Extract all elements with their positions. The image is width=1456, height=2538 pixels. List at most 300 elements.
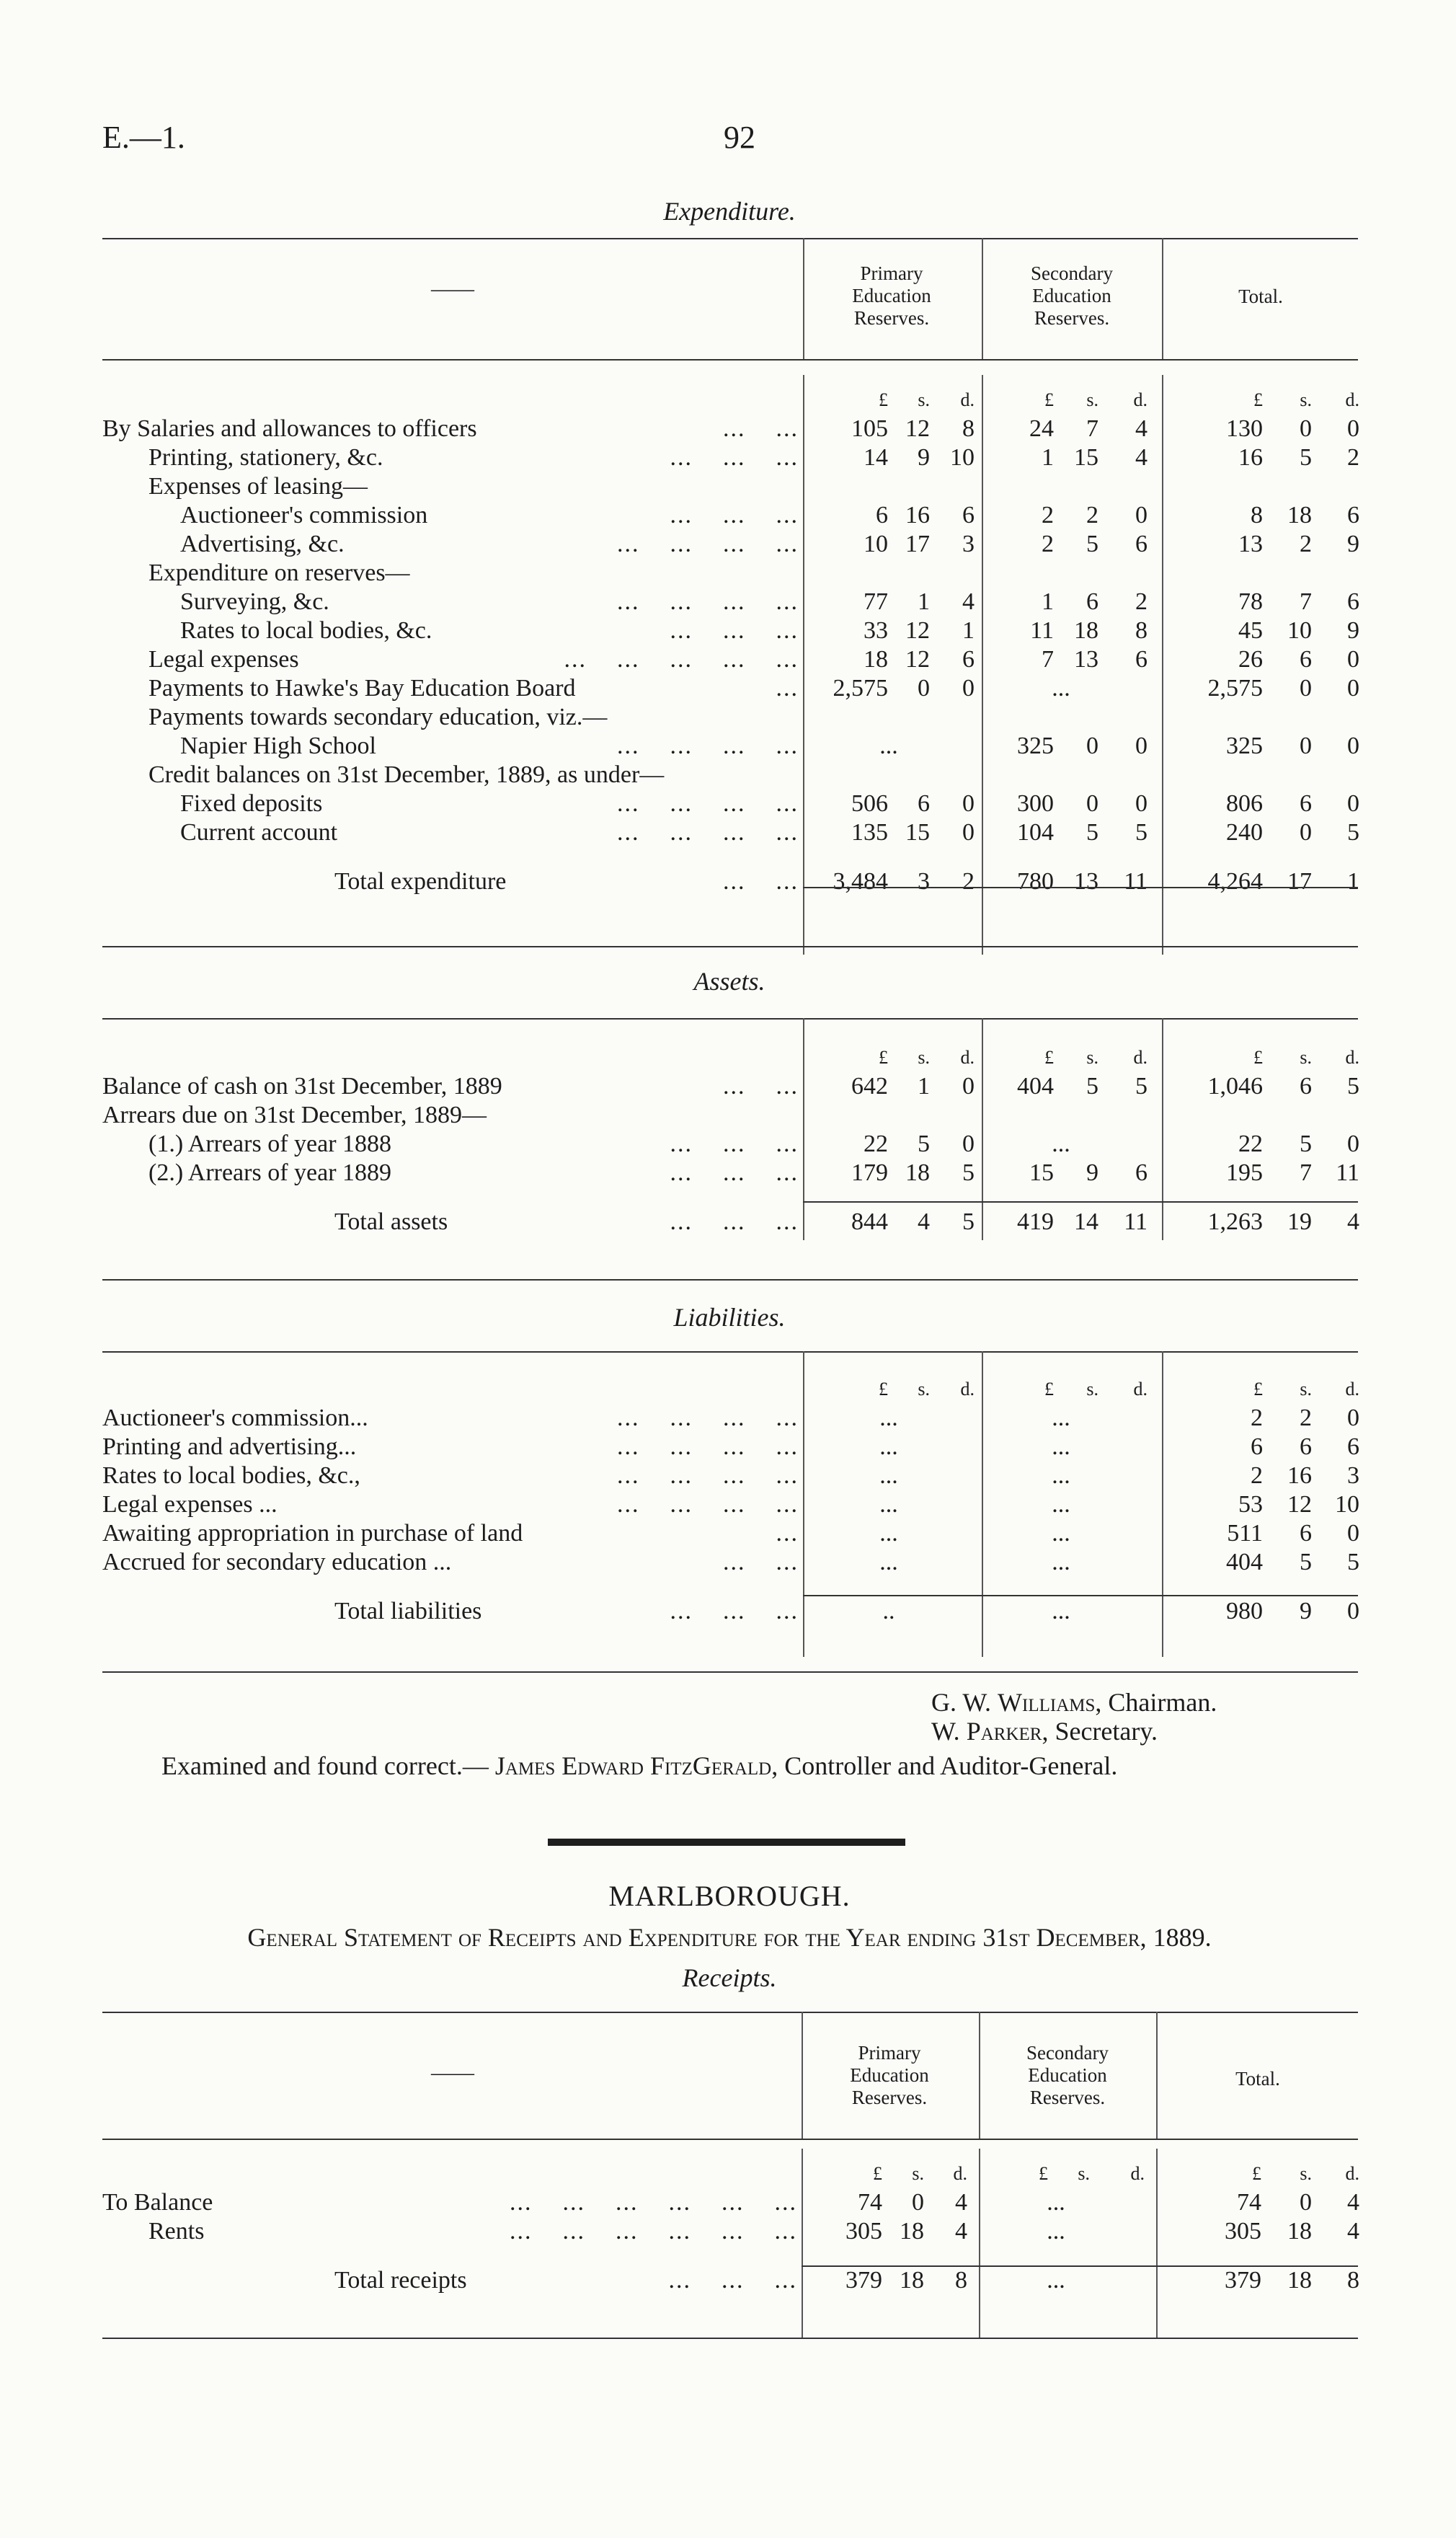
shillings-value: 15 <box>1074 444 1098 471</box>
shillings-unit: s. <box>912 2163 924 2184</box>
pounds-value: 15 <box>1029 1159 1054 1186</box>
pence-value: 0 <box>1347 1131 1359 1157</box>
shillings-value: 18 <box>1287 502 1312 529</box>
blank-amount <box>975 472 1148 500</box>
shillings-unit: s. <box>1086 1047 1098 1068</box>
examiner-name: James Edward FitzGerald <box>494 1751 772 1780</box>
shillings-value: 6 <box>1300 1520 1312 1547</box>
table-row <box>102 414 1359 443</box>
row-label <box>102 2216 802 2245</box>
leader-dots: ... ... <box>723 1549 799 1575</box>
header-line: Education <box>1028 2064 1107 2086</box>
statement-title: General Statement of Receipts and Expenditure for the Year ending 31st December, 1889. <box>247 1923 1212 1952</box>
row-label <box>102 500 803 529</box>
empty-amount: ... <box>1047 2218 1065 2245</box>
pounds-value: 980 <box>1226 1598 1263 1624</box>
label-text: Arrears due on 31st December, 1889— <box>102 1102 487 1128</box>
leader-dots: ... ... ... <box>670 1159 799 1186</box>
assets-top-rule <box>102 1018 1358 1020</box>
row-label <box>102 1158 803 1187</box>
liabilities-top-rule <box>102 1351 1358 1353</box>
shillings-value: 5 <box>918 1131 930 1157</box>
row-label <box>102 587 803 616</box>
empty-amount: ... <box>1047 2267 1065 2294</box>
pounds-value: 18 <box>864 646 888 673</box>
pounds-value: 53 <box>1238 1491 1263 1518</box>
pence-unit: d. <box>953 2163 967 2184</box>
empty-amount: ... <box>1052 1549 1070 1575</box>
leader-dots: ... ... ... ... ... <box>564 646 799 673</box>
empty-amount: ... <box>879 1433 898 1460</box>
pence-value: 6 <box>1135 1159 1148 1186</box>
shillings-value: 5 <box>1300 1549 1312 1575</box>
pence-value: 1 <box>1347 868 1359 895</box>
header-line: Secondary <box>1026 2042 1109 2064</box>
assets-rows <box>102 1071 1359 1187</box>
table-row <box>102 789 1359 818</box>
shillings-value: 7 <box>1300 1159 1312 1186</box>
header-line: Secondary <box>1031 262 1113 284</box>
secondary-column-header <box>979 2042 1156 2109</box>
pounds-value: 844 <box>851 1208 888 1235</box>
shillings-value: 7 <box>1300 588 1312 615</box>
pounds-value: 2,575 <box>1207 675 1263 702</box>
total-rule <box>802 2265 1358 2267</box>
row-label <box>102 731 803 760</box>
leader-dots: ... <box>776 1520 799 1547</box>
empty-amount: ... <box>1052 1491 1070 1518</box>
pence-value: 0 <box>962 675 975 702</box>
header-line: Reserves. <box>853 307 930 329</box>
table-row <box>102 558 1359 587</box>
pounds-value: 33 <box>864 617 888 644</box>
label-text: (1.) Arrears of year 1888 <box>148 1131 392 1157</box>
pence-value: 10 <box>1335 1491 1359 1518</box>
pounds-value: 24 <box>1029 415 1054 442</box>
column-divider <box>979 2012 980 2139</box>
blank-amount <box>1148 472 1359 500</box>
shillings-unit: s. <box>1300 1379 1312 1400</box>
table-row <box>102 1403 1359 1432</box>
blank-amount <box>975 760 1148 789</box>
shillings-value: 1 <box>918 588 930 615</box>
row-label <box>102 529 803 558</box>
pounds-value: 642 <box>851 1073 888 1100</box>
header-line: Education <box>852 285 931 306</box>
row-label <box>102 1490 803 1518</box>
empty-amount: .. <box>882 1598 895 1624</box>
label-text: To Balance <box>102 2189 213 2216</box>
row-label <box>102 616 803 645</box>
receipts-top-rule <box>102 2012 1358 2013</box>
shillings-value: 9 <box>918 444 930 471</box>
pence-value: 5 <box>1135 1073 1148 1100</box>
pence-value: 0 <box>1135 502 1148 529</box>
shillings-value: 18 <box>900 2267 924 2294</box>
total-rule <box>803 1201 1358 1203</box>
pence-value: 4 <box>1347 2218 1359 2245</box>
expenditure-bottom-rule <box>102 946 1358 947</box>
chairman-role: , Chairman. <box>1095 1688 1217 1717</box>
table-row <box>102 472 1359 500</box>
label-text: Legal expenses ... <box>102 1491 278 1518</box>
pounds-value: 2 <box>1251 1405 1263 1431</box>
shillings-unit: s. <box>918 1379 930 1400</box>
chairman-signature <box>931 1687 1217 1717</box>
shillings-value: 9 <box>1300 1598 1312 1624</box>
units-row <box>102 1040 1359 1071</box>
label-text: Surveying, &c. <box>180 588 329 615</box>
table-row <box>102 1100 1359 1129</box>
shillings-value: 15 <box>905 819 930 846</box>
pounds-value: 135 <box>851 819 888 846</box>
row-label <box>102 2188 802 2216</box>
table-row <box>102 645 1359 673</box>
pence-unit: d. <box>1345 389 1359 410</box>
shillings-value: 0 <box>1300 675 1312 702</box>
pence-value: 6 <box>1347 588 1359 615</box>
shillings-value: 2 <box>1300 1405 1312 1431</box>
label-text: Total receipts <box>334 2267 467 2294</box>
pounds-value: 511 <box>1227 1520 1263 1547</box>
shillings-value: 14 <box>1074 1208 1098 1235</box>
label-text: Printing and advertising... <box>102 1433 357 1460</box>
label-text: Auctioneer's commission <box>180 502 428 529</box>
pounds-value: 2 <box>1251 1462 1263 1489</box>
leader-dots: ... ... ... ... <box>617 790 799 817</box>
pound-unit: £ <box>1253 1379 1263 1400</box>
examined-prefix: Examined and found correct.— <box>161 1751 495 1780</box>
shillings-value: 5 <box>1300 444 1312 471</box>
secretary-signature <box>931 1716 1158 1746</box>
leader-dots: ... ... ... ... ... ... <box>510 2189 797 2216</box>
pence-value: 0 <box>962 1073 975 1100</box>
shillings-value: 18 <box>900 2218 924 2245</box>
pounds-value: 4,264 <box>1207 868 1263 895</box>
row-label <box>102 859 803 896</box>
label-text: Credit balances on 31st December, 1889, as under— <box>148 761 665 788</box>
receipts-total-row <box>102 2258 1359 2294</box>
leader-dots: ... ... ... <box>670 1208 799 1235</box>
header-dash: —— <box>431 277 474 301</box>
units-row <box>102 382 1359 414</box>
pence-value: 4 <box>962 588 975 615</box>
pound-unit: £ <box>879 389 888 410</box>
label-text: Current account <box>180 819 338 846</box>
shillings-value: 0 <box>918 675 930 702</box>
pence-unit: d. <box>1345 1047 1359 1068</box>
blank-amount <box>1148 760 1359 789</box>
blank-amount <box>803 760 975 789</box>
pounds-value: 195 <box>1226 1159 1263 1186</box>
shillings-value: 2 <box>1300 531 1312 557</box>
pence-value: 6 <box>962 502 975 529</box>
shillings-value: 12 <box>905 617 930 644</box>
shillings-unit: s. <box>1300 2163 1312 2184</box>
pounds-value: 300 <box>1017 790 1054 817</box>
header-line: Reserves. <box>1034 307 1110 329</box>
label-text: Awaiting appropriation in purchase of land <box>102 1520 523 1547</box>
pence-value: 5 <box>1347 819 1359 846</box>
table-row <box>102 1547 1359 1576</box>
pound-unit: £ <box>879 1047 888 1068</box>
pence-value: 4 <box>955 2189 967 2216</box>
row-label <box>102 673 803 702</box>
liabilities-bottom-rule <box>102 1671 1358 1673</box>
blank-amount <box>975 1100 1148 1129</box>
pence-unit: d. <box>1133 389 1148 410</box>
pounds-value: 506 <box>851 790 888 817</box>
pound-unit: £ <box>1252 2163 1261 2184</box>
shillings-value: 1 <box>918 1073 930 1100</box>
table-row <box>102 1461 1359 1490</box>
pounds-value: 14 <box>864 444 888 471</box>
expenditure-title: Expenditure. <box>663 197 796 226</box>
shillings-unit: s. <box>1086 1379 1098 1400</box>
pence-value: 6 <box>1347 1433 1359 1460</box>
shillings-value: 7 <box>1086 415 1098 442</box>
total-row <box>102 859 1359 896</box>
pounds-value: 1,263 <box>1207 1208 1263 1235</box>
pence-value: 4 <box>1347 2189 1359 2216</box>
shillings-value: 0 <box>1086 790 1098 817</box>
label-text: Rates to local bodies, &c., <box>102 1462 360 1489</box>
row-label <box>102 1461 803 1490</box>
pounds-value: 22 <box>864 1131 888 1157</box>
pounds-value: 7 <box>1042 646 1054 673</box>
row-label <box>102 789 803 818</box>
row-label <box>102 1071 803 1100</box>
leader-dots: ... ... ... <box>670 617 799 644</box>
shillings-value: 18 <box>1074 617 1098 644</box>
label-text: Legal expenses <box>148 646 299 673</box>
row-label <box>102 1129 803 1158</box>
leader-dots: ... ... ... ... <box>617 1491 799 1518</box>
pounds-value: 104 <box>1017 819 1054 846</box>
total-rule <box>803 887 1358 888</box>
label-text: Napier High School <box>180 733 376 759</box>
leader-dots: ... ... ... ... <box>617 1405 799 1431</box>
leader-dots: ... ... ... ... <box>617 819 799 846</box>
row-label <box>102 1403 803 1432</box>
examiner-role: , Controller and Auditor-General. <box>771 1751 1118 1780</box>
pounds-value: 74 <box>858 2189 882 2216</box>
pounds-value: 1,046 <box>1207 1073 1263 1100</box>
empty-amount: ... <box>1052 1131 1070 1157</box>
leader-dots: ... ... ... <box>670 444 799 471</box>
shillings-value: 12 <box>905 646 930 673</box>
label-text: Printing, stationery, &c. <box>148 444 383 471</box>
label-text: By Salaries and allowances to officers <box>102 415 477 442</box>
pence-value: 4 <box>955 2218 967 2245</box>
pounds-value: 3,484 <box>833 868 888 895</box>
pounds-value: 379 <box>845 2267 882 2294</box>
liabilities-title: Liabilities. <box>673 1303 786 1332</box>
pence-value: 5 <box>962 1159 975 1186</box>
pence-value: 5 <box>962 1208 975 1235</box>
pound-unit: £ <box>1044 1379 1054 1400</box>
shillings-value: 6 <box>1086 588 1098 615</box>
pounds-value: 780 <box>1017 868 1054 895</box>
expenditure-table <box>102 382 1359 896</box>
pence-value: 8 <box>962 415 975 442</box>
row-label <box>102 1100 803 1129</box>
receipts-table <box>102 2156 1359 2294</box>
receipts-title: Receipts. <box>682 1963 777 1992</box>
pence-unit: d. <box>960 1047 975 1068</box>
blank-amount <box>1148 702 1359 731</box>
pence-value: 2 <box>1135 588 1148 615</box>
empty-amount: ... <box>879 733 898 759</box>
shillings-value: 5 <box>1086 1073 1098 1100</box>
column-divider <box>803 238 804 359</box>
pounds-value: 305 <box>1225 2218 1261 2245</box>
pounds-value: 404 <box>1017 1073 1054 1100</box>
label-text: Total expenditure <box>334 868 507 895</box>
blank-amount <box>1148 1100 1359 1129</box>
examined-statement <box>161 1751 1117 1781</box>
empty-amount: ... <box>1052 1433 1070 1460</box>
shillings-value: 0 <box>912 2189 924 2216</box>
receipts-bottom-rule <box>102 2338 1358 2339</box>
empty-amount: ... <box>1052 1520 1070 1547</box>
pound-unit: £ <box>1253 389 1263 410</box>
pence-value: 11 <box>1336 1159 1359 1186</box>
shillings-value: 18 <box>1287 2218 1312 2245</box>
pence-value: 8 <box>1347 2267 1359 2294</box>
pounds-value: 419 <box>1017 1208 1054 1235</box>
shillings-value: 2 <box>1086 502 1098 529</box>
label-text: Auctioneer's commission... <box>102 1405 368 1431</box>
empty-amount: ... <box>879 1405 898 1431</box>
pound-unit: £ <box>873 2163 882 2184</box>
pence-value: 0 <box>1347 1598 1359 1624</box>
table-row <box>102 731 1359 760</box>
header-line: Education <box>850 2064 929 2086</box>
expenditure-total-row <box>102 859 1359 896</box>
pounds-value: 325 <box>1226 733 1263 759</box>
pounds-value: 16 <box>1238 444 1263 471</box>
pence-unit: d. <box>1345 2163 1359 2184</box>
chairman-initials: G. W. <box>931 1688 998 1717</box>
pence-value: 4 <box>1135 415 1148 442</box>
pence-value: 6 <box>1347 502 1359 529</box>
label-text: (2.) Arrears of year 1889 <box>148 1159 392 1186</box>
shillings-unit: s. <box>918 389 930 410</box>
pence-value: 9 <box>1347 617 1359 644</box>
table-row <box>102 702 1359 731</box>
shillings-value: 17 <box>905 531 930 557</box>
pound-unit: £ <box>1044 1047 1054 1068</box>
leader-dots: ... ... <box>723 415 799 442</box>
leader-dots: ... ... ... ... <box>617 1462 799 1489</box>
total-column-header: Total. <box>1235 2068 1280 2090</box>
total-column-header: Total. <box>1238 286 1283 307</box>
empty-amount: ... <box>879 1462 898 1489</box>
row-label <box>102 1589 803 1625</box>
pound-unit: £ <box>1039 2163 1048 2184</box>
shillings-unit: s. <box>1300 389 1312 410</box>
header-dash: —— <box>431 2061 474 2084</box>
pounds-value: 325 <box>1017 733 1054 759</box>
empty-amount: ... <box>879 1549 898 1575</box>
shillings-value: 6 <box>1300 646 1312 673</box>
pounds-value: 26 <box>1238 646 1263 673</box>
leader-dots: ... ... ... <box>670 1131 799 1157</box>
pence-value: 0 <box>1347 733 1359 759</box>
leader-dots: ... ... ... ... <box>617 531 799 557</box>
pence-value: 5 <box>1347 1073 1359 1100</box>
blank-amount <box>1148 558 1359 587</box>
shillings-value: 18 <box>1287 2267 1312 2294</box>
empty-amount: ... <box>1047 2189 1065 2216</box>
blank-amount <box>803 1100 975 1129</box>
pence-value: 6 <box>1135 531 1148 557</box>
pence-value: 8 <box>1135 617 1148 644</box>
leader-dots: ... ... ... ... <box>617 733 799 759</box>
shillings-value: 3 <box>918 868 930 895</box>
assets-bottom-rule <box>102 1279 1358 1281</box>
header-line: Primary <box>860 262 923 284</box>
label-text: Balance of cash on 31st December, 1889 <box>102 1073 502 1100</box>
row-label <box>102 472 803 500</box>
pound-unit: £ <box>1044 389 1054 410</box>
table-row <box>102 1432 1359 1461</box>
pence-value: 9 <box>1347 531 1359 557</box>
table-row <box>102 818 1359 846</box>
column-divider <box>982 238 983 359</box>
pence-value: 2 <box>962 868 975 895</box>
leader-dots: ... ... ... ... ... ... <box>510 2218 797 2245</box>
pounds-value: 404 <box>1226 1549 1263 1575</box>
table-row <box>102 616 1359 645</box>
shillings-value: 6 <box>918 790 930 817</box>
row-label <box>102 1432 803 1461</box>
shillings-value: 6 <box>1300 790 1312 817</box>
row-label <box>102 414 803 443</box>
table-row <box>102 500 1359 529</box>
empty-amount: ... <box>1052 1405 1070 1431</box>
shillings-unit: s. <box>1078 2163 1090 2184</box>
pounds-value: 2 <box>1042 531 1054 557</box>
pence-value: 11 <box>1124 1208 1148 1235</box>
shillings-value: 0 <box>1300 733 1312 759</box>
blank-amount <box>803 558 975 587</box>
pence-value: 11 <box>1124 868 1148 895</box>
assets-total-row <box>102 1200 1359 1236</box>
pounds-value: 1 <box>1042 444 1054 471</box>
header-line: Primary <box>858 2042 921 2064</box>
shillings-value: 4 <box>918 1208 930 1235</box>
label-text: Fixed deposits <box>180 790 323 817</box>
pence-value: 2 <box>1347 444 1359 471</box>
secretary-role: , Secretary. <box>1042 1717 1158 1746</box>
expenditure-header-rule <box>102 359 1358 361</box>
chairman-name: Williams <box>998 1688 1096 1717</box>
secretary-name: Parker <box>966 1717 1042 1746</box>
pence-value: 0 <box>962 819 975 846</box>
leader-dots: ... ... <box>723 868 799 895</box>
pounds-value: 2,575 <box>833 675 888 702</box>
label-text: Payments to Hawke's Bay Education Board <box>148 675 576 702</box>
pounds-value: 2 <box>1042 502 1054 529</box>
pounds-value: 179 <box>851 1159 888 1186</box>
pence-value: 4 <box>1135 444 1148 471</box>
pence-value: 0 <box>1347 790 1359 817</box>
row-label <box>102 2258 802 2294</box>
expenditure-rows <box>102 414 1359 846</box>
table-row <box>102 1518 1359 1547</box>
